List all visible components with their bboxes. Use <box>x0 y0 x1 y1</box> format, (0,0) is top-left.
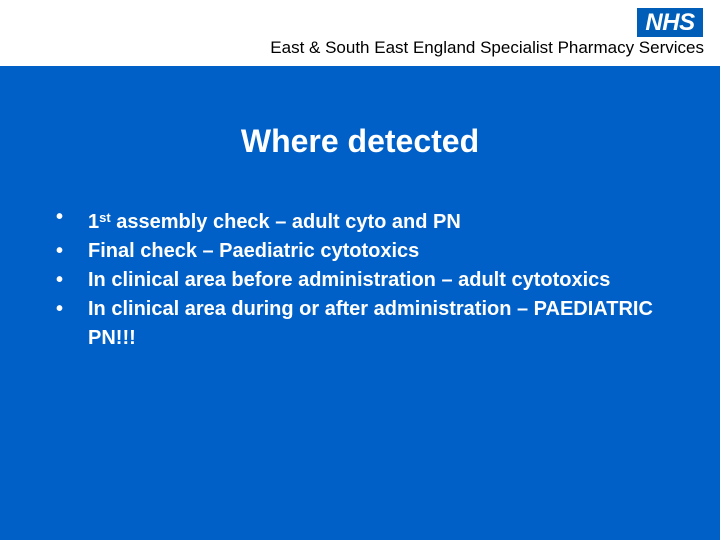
bullet-text: In clinical area before administration – adult cytotoxics <box>88 269 611 291</box>
bullet-item <box>56 266 656 295</box>
slide-title: Where detected <box>240 123 480 159</box>
header-bar <box>0 0 720 66</box>
bullet-dot-icon: • <box>56 269 64 291</box>
bullet-dot-icon: • <box>56 240 64 262</box>
slide-content <box>0 66 720 540</box>
bullet-ordinal-suffix: st <box>99 210 111 225</box>
bullet-item <box>56 203 656 237</box>
bullet-text: In clinical area during or after administration – PAEDIATRIC PN!!! <box>88 298 653 349</box>
bullet-text: assembly check – adult cyto and PN <box>110 211 461 233</box>
nhs-logo: NHS <box>637 8 703 37</box>
bullet-list <box>56 203 656 353</box>
bullet-item <box>56 295 656 353</box>
bullet-item <box>56 237 656 266</box>
bullet-dot-icon: • <box>56 298 64 320</box>
organization-name: East & South East England Specialist Pharmacy Services <box>270 38 704 57</box>
bullet-ordinal-number: 1 <box>88 211 100 233</box>
bullet-text: Final check – Paediatric cytotoxics <box>88 240 420 262</box>
bullet-dot-icon: • <box>56 206 64 228</box>
